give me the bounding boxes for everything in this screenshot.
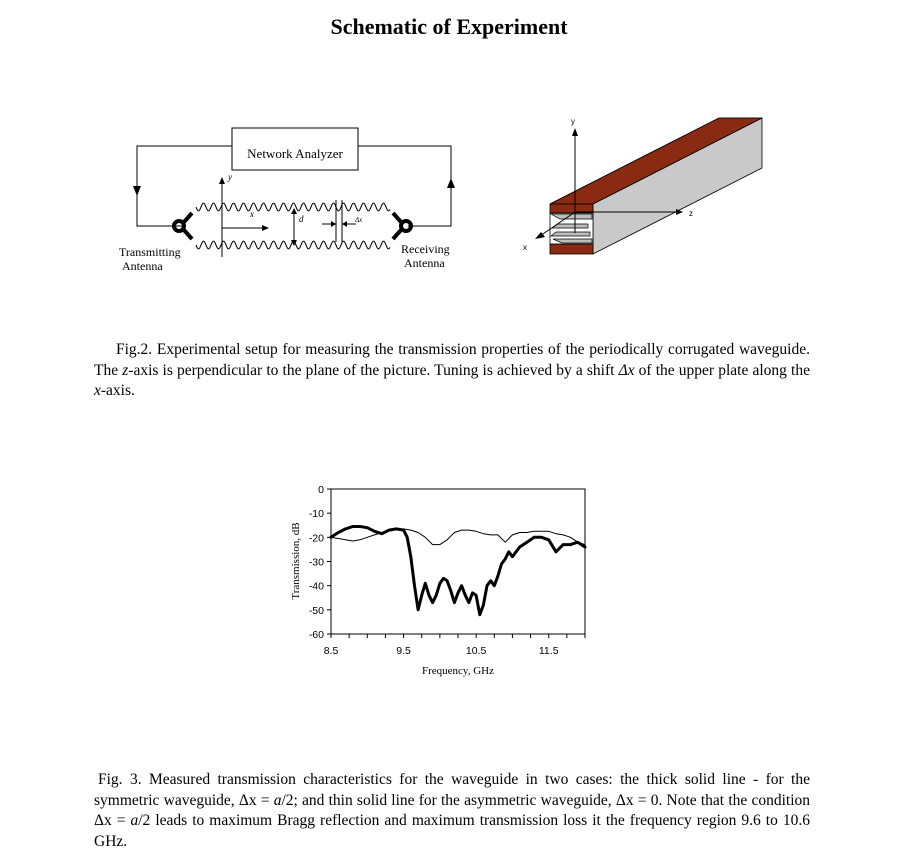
- transmitting-antenna-label: Transmitting Antenna: [119, 245, 181, 273]
- fig3-caption-text-3: /2 leads to maximum Bragg reflection and maximum transmission loss it the frequency region 9.6 to 10.6 GHz.: [94, 812, 810, 850]
- y-tick-label: -40: [308, 580, 324, 593]
- x-tick-label: 9.5: [396, 645, 411, 657]
- waveguide-3d-drawing: [523, 117, 762, 254]
- 3d-y-label: y: [571, 117, 575, 126]
- d-arrow-top: [291, 208, 297, 214]
- receiving-antenna-label: Receiving Antenna: [401, 242, 450, 270]
- y-tick-label: -50: [308, 604, 324, 617]
- y-tick-label: -10: [308, 508, 324, 521]
- right-feed-line: [358, 146, 451, 226]
- left-feed-arrow: [133, 186, 141, 196]
- fig3-caption: [94, 770, 810, 852]
- fig3-caption-a-2: a: [130, 812, 139, 829]
- 3d-z-label: z: [689, 209, 693, 218]
- schematic-y-label: y: [228, 172, 232, 182]
- y-tick-label: -30: [308, 556, 324, 569]
- left-feed-line: [137, 146, 232, 226]
- x-tick-label: 8.5: [323, 645, 339, 657]
- y-tick-label: -60: [308, 629, 324, 641]
- y-tick-label: -20: [308, 532, 324, 545]
- x-axis-arrowhead: [262, 225, 269, 231]
- x-tick-label: 10.5: [465, 645, 487, 657]
- fig2-caption-z: z: [122, 361, 129, 379]
- fig3-caption-a-1: a: [273, 791, 282, 809]
- fig3-caption-text-1: Fig. 3. Measured transmission characteristics for the waveguide in two cases: the thick solid line - for the symmetric waveguide, Δx =: [94, 771, 810, 809]
- fig2-caption: [94, 340, 810, 402]
- fig2-caption-text-2: -axis is perpendicular to the plane of the picture. Tuning is achieved by a shift: [128, 361, 619, 379]
- waveguide-front-bottom-wall: [550, 244, 593, 254]
- upper-corrugated-plate: [196, 203, 390, 211]
- network-analyzer-label: Network Analyzer: [247, 146, 343, 161]
- page-title: Schematic of Experiment: [330, 14, 568, 39]
- fig2-caption-x: x: [94, 382, 101, 399]
- y-tick-label: 0: [318, 484, 324, 496]
- schematic-d-label: d: [299, 214, 304, 224]
- fig2-caption-dx: Δx: [618, 361, 635, 379]
- chart-y-axis-label: Transmission, dB: [290, 522, 302, 600]
- fig2-caption-text-3: of the upper plate along the: [634, 361, 810, 379]
- dx-arrowhead-right: [342, 221, 347, 227]
- fig2-caption-text-4: -axis.: [100, 382, 135, 399]
- fig2-caption-text-1: Fig.2. Experimental setup for measuring the transmission properties of the periodically corrugated waveguide. The: [94, 341, 810, 379]
- 3d-y-arrowhead: [572, 128, 578, 136]
- right-feed-arrow: [447, 178, 455, 188]
- x-tick-label: 11.5: [538, 645, 559, 657]
- schematic-x-label: x: [250, 209, 254, 219]
- fig3-caption-text-2: /2; and thin solid line for the asymmetric waveguide, Δx = 0. Note that the condition Δx =: [94, 791, 811, 829]
- 3d-x-label: x: [523, 243, 527, 252]
- schematic-dx-label: Δx: [355, 216, 363, 224]
- dx-arrowhead-left: [331, 221, 336, 227]
- y-axis-arrowhead: [219, 177, 225, 184]
- chart-x-axis-label: Frequency, GHz: [422, 665, 494, 677]
